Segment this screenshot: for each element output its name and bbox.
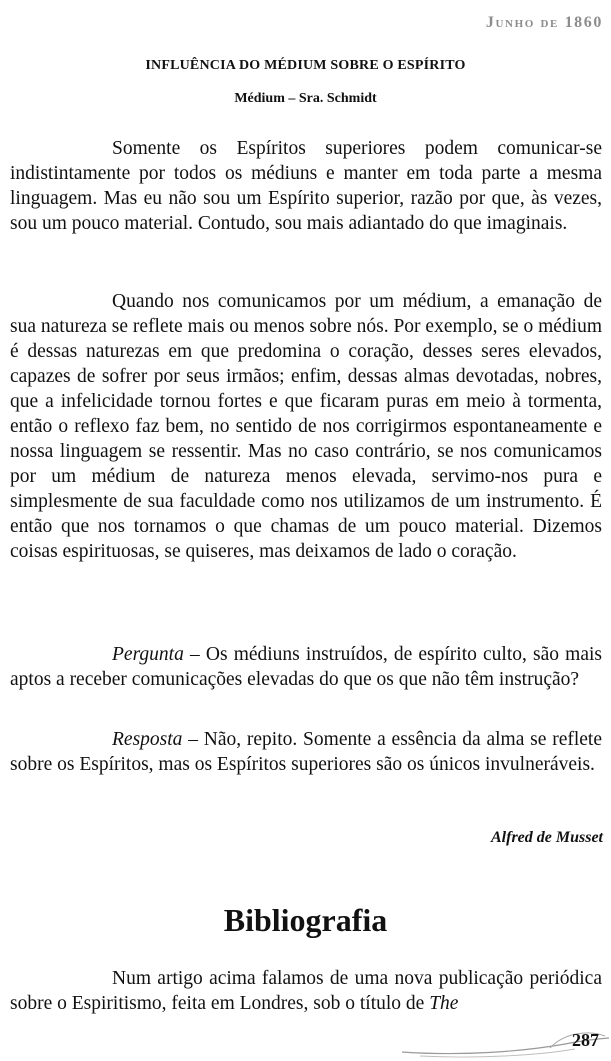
question-label: Pergunta (112, 644, 184, 665)
question-paragraph (10, 642, 602, 692)
bibliography-text: Num artigo acima falamos de uma nova publicação periódica sobre o Espiritismo, feita em Londres, sob o título de (10, 968, 602, 1014)
running-header: Junho de 1860 (485, 14, 603, 31)
bibliography-text-line (10, 966, 602, 1016)
answer-text: – Não, repito. Somente a essência da alma se reflete sobre os Espíritos, mas os Espíritos superiores são os únicos invulneráveis. (10, 729, 602, 775)
paragraph-1 (10, 136, 602, 236)
signature: Alfred de Musset (491, 829, 603, 846)
answer-label: Resposta (112, 729, 183, 750)
page-number: 287 (572, 1030, 599, 1050)
paragraph-2-text: Quando nos comunicamos por um médium, a emanação de sua natureza se reflete mais ou menos sobre nós. Por exemplo, se o médium é dessas naturezas em que predomina o coração, desses seres elevados, capazes de sofrer por seus irmãos; enfim, dessas almas devotadas, nobres, que a infelicidade tornou fortes e que ficaram puras em meio à tormenta, então o reflexo faz bem, no sentido de nos corrigirmos espontaneamente e nossa linguagem se ressentir. Mas no caso contrário, se nos comunicamos por um médium de natureza menos elevada, servimo-nos pura e simplesmente de sua faculdade como nos utilizamos de um instrumento. É então que nos tornamos o que chamas de um pouco material. Dizemos coisas espirituosas, se quiseres, mas deixamos de lado o coração. (10, 291, 602, 562)
answer-text-line (10, 727, 602, 777)
bibliography-italic-tail: The (429, 993, 459, 1014)
bibliography-heading: Bibliografia (223, 902, 388, 938)
article-medium: Médium – Sra. Schmidt (234, 91, 377, 106)
article-title: INFLUÊNCIA DO MÉDIUM SOBRE O ESPÍRITO (145, 58, 466, 73)
answer-paragraph (10, 727, 602, 777)
question-text: – Os médiuns instruídos, de espírito culto, são mais aptos a receber comunicações elevadas do que os que não têm instrução? (10, 644, 602, 690)
bibliography-paragraph (10, 966, 602, 1016)
paragraph-1-text: Somente os Espíritos superiores podem comunicar-se indistintamente por todos os médiuns e manter em toda parte a mesma linguagem. Mas eu não sou um Espírito superior, razão por que, às vezes, sou um pouco material. Contudo, sou mais adiantado do que imaginais. (10, 138, 602, 234)
question-text-line (10, 642, 602, 692)
paragraph-2 (10, 289, 602, 564)
